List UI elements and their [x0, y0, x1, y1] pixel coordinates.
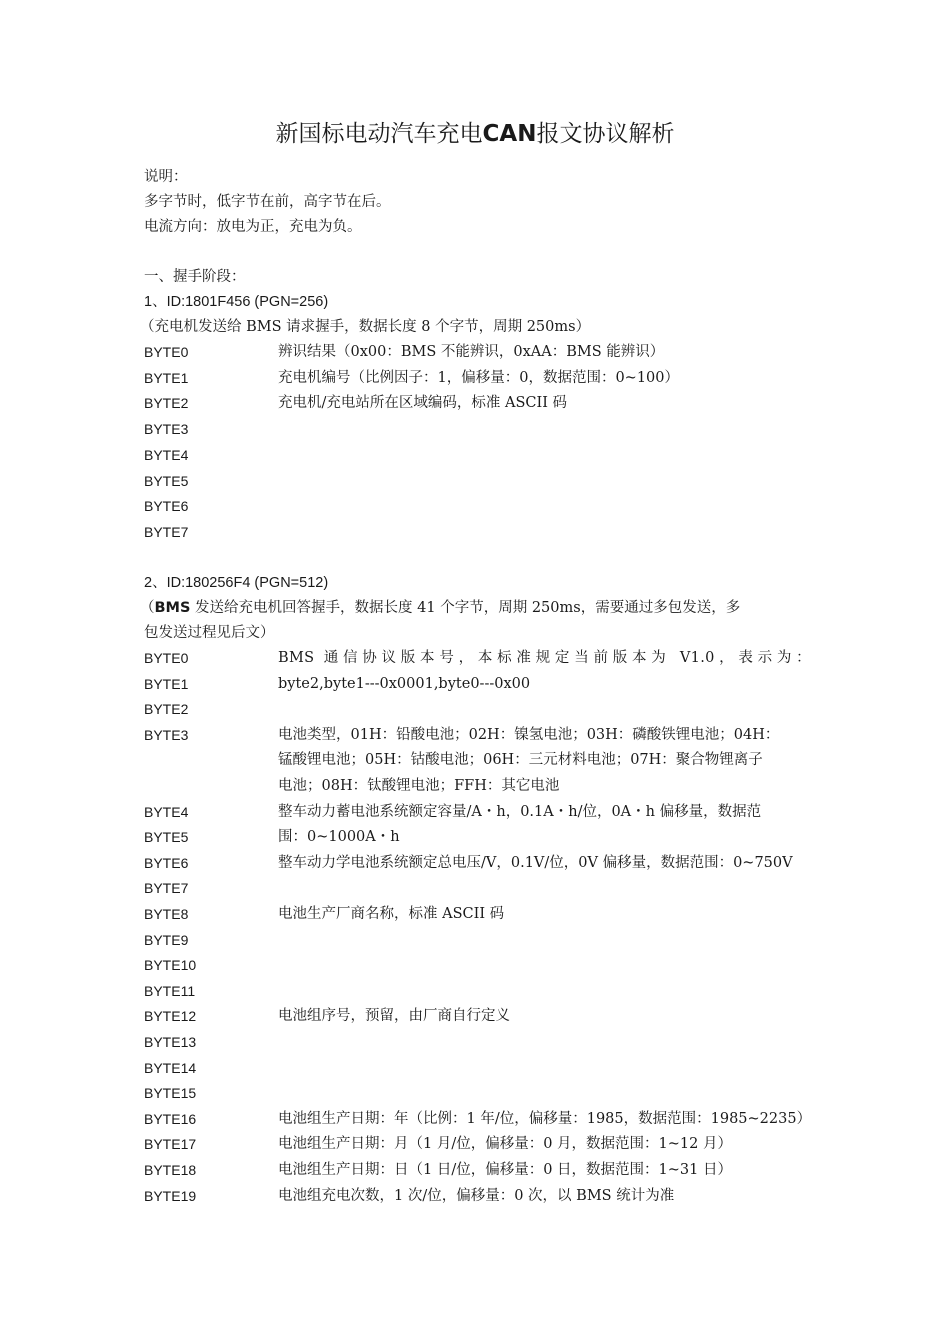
byte-label: BYTE5: [144, 472, 189, 489]
byte-label: BYTE13: [144, 1034, 197, 1050]
msg2-description-line-2: 包发送过程见后文）: [144, 625, 275, 641]
byte-label: BYTE1: [144, 369, 189, 386]
byte-description: 电池组序号，预留，由厂商自行定义: [278, 1008, 510, 1025]
byte-label: BYTE17: [144, 1136, 197, 1153]
byte-label: BYTE3: [144, 421, 189, 438]
byte-label: BYTE18: [144, 1162, 197, 1178]
notes-line-2: 电流方向：放电为正，充电为负。: [144, 219, 362, 235]
byte-label: BYTE14: [144, 1059, 197, 1076]
byte-label: BYTE2: [144, 395, 189, 412]
byte-label: BYTE11: [144, 982, 196, 999]
byte-label: BYTE8: [144, 906, 189, 922]
byte-label: BYTE15: [144, 1085, 197, 1102]
byte-description: 充电机编号（比例因子：1，偏移量：0，数据范围：0~100）: [278, 369, 679, 386]
byte-description: 电池；08H：钛酸锂电池；FFH：其它电池: [278, 778, 560, 794]
byte-label: BYTE16: [144, 1110, 197, 1127]
msg2-description-line-1: [140, 597, 830, 619]
title-rest: 报文协议解析: [536, 121, 675, 147]
notes-heading: 说明：: [144, 169, 188, 185]
byte-label: BYTE0: [144, 344, 189, 360]
byte-label: BYTE7: [144, 523, 189, 540]
byte-label: BYTE0: [144, 650, 189, 666]
byte-label: BYTE6: [144, 498, 189, 515]
byte-label: BYTE12: [144, 1008, 197, 1025]
byte-description: 电池组生产日期：年（比例：1 年/位，偏移量：1985，数据范围：1985~2235）: [278, 1110, 812, 1127]
byte-description: 电池类型，01H：铅酸电池；02H：镍氢电池；03H：磷酸铁锂电池；04H：: [278, 726, 780, 743]
byte-label: BYTE4: [144, 446, 189, 463]
byte-description: 整车动力学电池系统额定总电压/V，0.1V/位，0V 偏移量，数据范围：0~750V: [278, 854, 793, 871]
msg2-desc-text: 发送给充电机回答握手，数据长度 41 个字节，周期 250ms，需要通过多包发送，多: [190, 600, 741, 616]
byte-label: BYTE2: [144, 701, 189, 718]
byte-label: BYTE5: [144, 829, 189, 846]
msg2-id-line: 2、ID:180256F4 (PGN=512): [144, 575, 329, 591]
byte-label: BYTE10: [144, 957, 197, 974]
byte-label: BYTE3: [144, 726, 189, 743]
byte-description: 整车动力蓄电池系统额定容量/A・h，0.1A・h/位，0A・h 偏移量，数据范: [278, 803, 762, 820]
byte-description: 围：0~1000A・h: [278, 829, 400, 846]
byte-label: BYTE19: [144, 1187, 197, 1204]
byte-label: BYTE1: [144, 675, 189, 692]
byte-description: 辨识结果（0x00：BMS 不能辨识，0xAA：BMS 能辨识）: [278, 344, 665, 360]
byte-label: BYTE9: [144, 931, 189, 948]
msg2-desc-paren: （: [140, 600, 155, 616]
msg2-desc-bms: BMS: [154, 600, 191, 616]
byte-description: BMS 通信协议版本号，本标准规定当前版本为 V1.0，表示为：: [278, 650, 811, 666]
document-title: [0, 118, 950, 150]
title-bold: CAN: [482, 121, 537, 147]
byte-description: 电池组生产日期：日（1 日/位，偏移量：0 日，数据范围：1~31 日）: [278, 1162, 732, 1178]
byte-label: BYTE7: [144, 880, 189, 897]
byte-description: 电池生产厂商名称，标准 ASCII 码: [278, 906, 505, 922]
byte-label: BYTE6: [144, 854, 189, 871]
byte-description: byte2,byte1---0x0001,byte0---0x00: [278, 675, 531, 692]
msg1-id-line: 1、ID:1801F456 (PGN=256): [144, 294, 329, 310]
byte-description: 锰酸锂电池；05H：钴酸电池；06H：三元材料电池；07H：聚合物锂离子: [278, 752, 763, 769]
title-main: 新国标电动汽车充电: [275, 121, 483, 147]
byte-description: 电池组充电次数，1 次/位，偏移量：0 次，以 BMS 统计为准: [278, 1187, 675, 1204]
byte-description: 电池组生产日期：月（1 月/位，偏移量：0 月，数据范围：1~12 月）: [278, 1136, 732, 1153]
msg1-description: （充电机发送给 BMS 请求握手，数据长度 8 个字节，周期 250ms）: [140, 319, 591, 335]
stage1-heading: 一、握手阶段：: [144, 269, 246, 285]
byte-description: 充电机/充电站所在区域编码，标准 ASCII 码: [278, 395, 568, 412]
byte-label: BYTE4: [144, 803, 189, 820]
notes-line-1: 多字节时，低字节在前，高字节在后。: [144, 194, 391, 210]
